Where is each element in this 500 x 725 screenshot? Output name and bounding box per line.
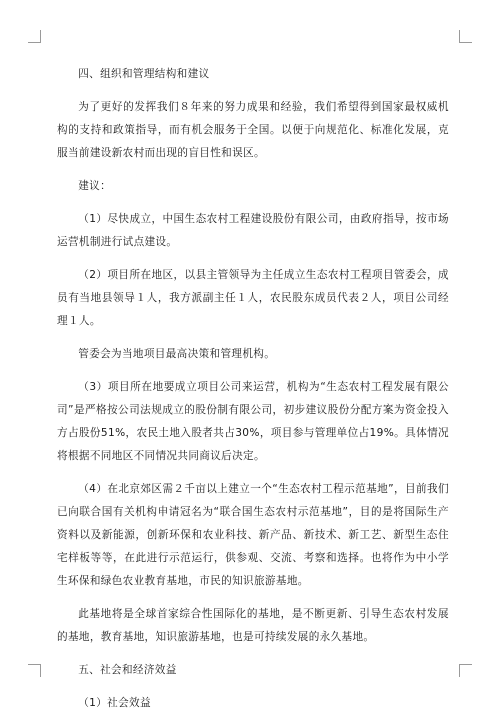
paragraph-committee: 管委会为当地项目最高决策和管理机构。 [78,348,276,360]
section-heading-benefits: 五、社会和经济效益 [78,664,177,676]
crop-mark-top-right [459,30,472,43]
paragraph-base: 此基地将是全球首家综合性国际化的基地，是不断更新、引导生态农村发展的基地，教育基地，知识旅游基地，也是可持续发展的永久基地。 [57,608,449,643]
crop-mark-bottom-right [459,664,472,677]
crop-mark-top-left [28,30,41,43]
suggestion-4: （4）在北京郊区需２千亩以上建立一个“生态农村工程示范基地”，目前我们已向联合国有关机构申请冠名为“联合国生态农村示范基地”，目的是将国际生产资料以及新能源，创新环保和农业科技、新产品、新技术、新工艺、新型生态住宅样板等等，在此进行示范运行，供参观、交流、考察和选择。也将作为中小学生环保和绿色农业教育基地，市民的知识旅游基地。 [57,483,449,587]
document-body [57,63,449,725]
suggestions-label: 建议： [78,180,112,192]
paragraph-intro: 为了更好的发挥我们８年来的努力成果和经验，我们希望得到国家最权威机构的支持和政策指导，而有机会服务于全国。以便于向规范化、标准化发展，克服当前建设新农村而出现的盲目性和误区。 [57,101,449,159]
section-heading-organization: 四、组织和管理结构和建议 [78,68,210,80]
subheading-social-benefits: （1）社会效益 [78,697,151,709]
suggestion-3: （3）项目所在地要成立项目公司来运营，机构为“生态农村工程发展有限公司”是严格按公司法规成立的股份制有限公司，初步建议股份分配方案为资金投入方占股份51%，农民土地入股者共占30%，项目参与管理单位占19%。具体情况将根据不同地区不同情况共同商议后决定。 [57,381,449,462]
suggestion-2: （2）项目所在地区，以县主管领导为主任成立生态农村工程项目管委会，成员有当地县领导１人，我方派副主任１人，农民股东成员代表２人，项目公司经理１人。 [57,269,449,327]
crop-mark-bottom-left [28,664,41,677]
suggestion-1: （1）尽快成立，中国生态农村工程建设股份有限公司，由政府指导，按市场运营机制进行试点建设。 [57,213,449,248]
